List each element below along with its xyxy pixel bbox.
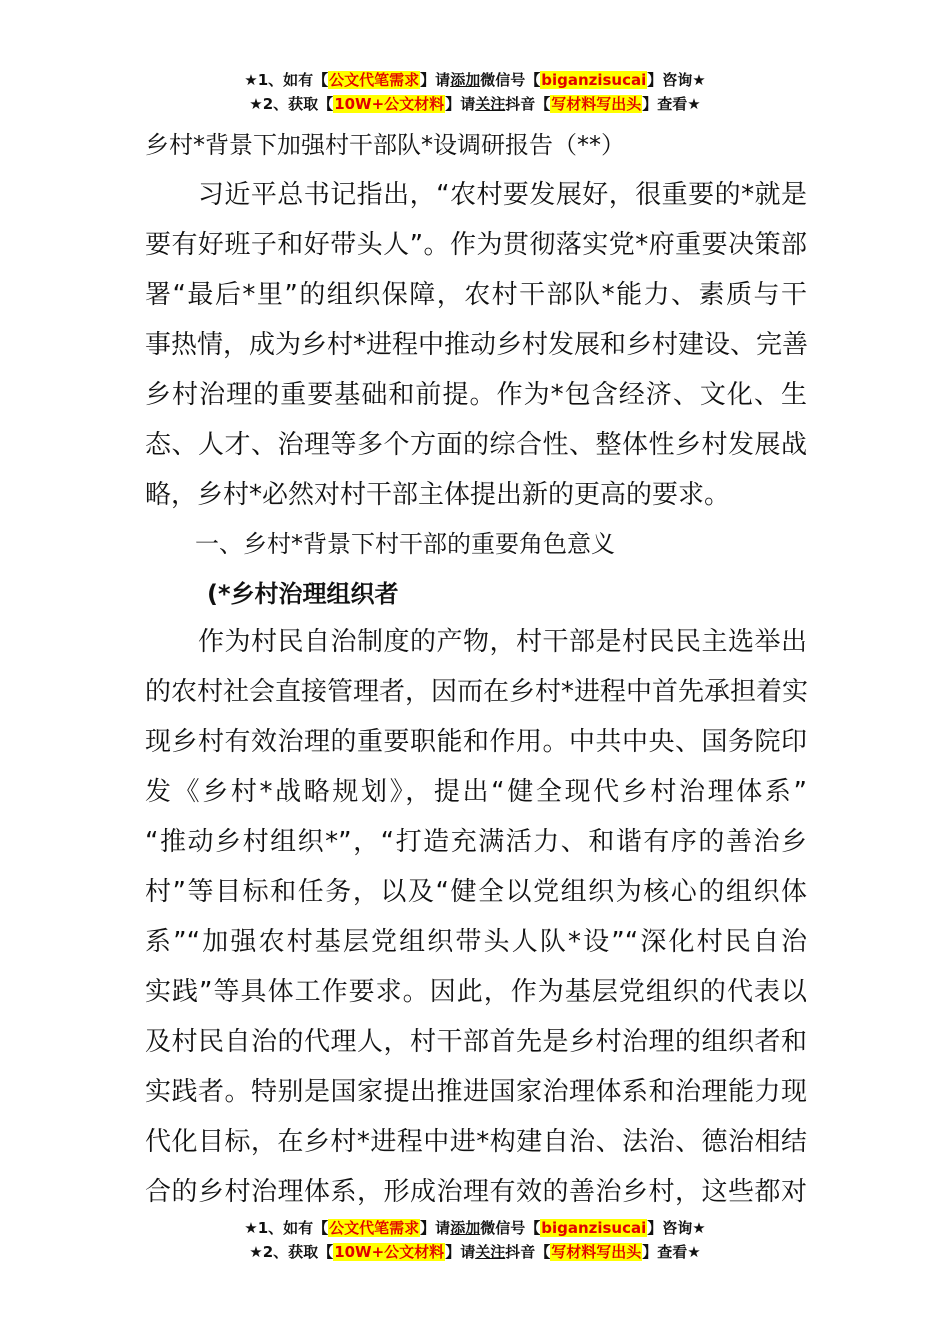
promo-text: 】请 (420, 71, 451, 89)
text-line: 署“最后*里”的组织保障，农村干部队*能力、素质与干 (145, 280, 807, 310)
promo-underlined-text: 关注 (475, 1243, 506, 1261)
promo-underlined-text: 添加 (450, 71, 481, 89)
promo-highlight: 公文代笔需求 (329, 1219, 420, 1237)
document-title: 乡村*背景下加强村干部队*设调研报告（**） (145, 131, 625, 159)
promo-text: 】咨询★ (647, 1219, 706, 1237)
bottom-promo-banner (0, 1216, 950, 1264)
promo-underlined-text: 添加 (450, 1219, 481, 1237)
text-line: “推动乡村组织*”，“打造充满活力、和谐有序的善治乡 (145, 827, 807, 857)
paragraph-intro (145, 170, 807, 520)
text-line: 事热情，成为乡村*进程中推动乡村发展和乡村建设、完善 (145, 330, 809, 360)
promo-highlight: 10W+公文材料 (334, 95, 445, 113)
promo-text: 】请 (445, 1243, 476, 1261)
promo-text: 】查看★ (642, 95, 701, 113)
promo-highlight: biganzisucai (541, 1219, 647, 1237)
section-heading: 一、乡村*背景下村干部的重要角色意义 (195, 530, 615, 558)
text-line: 的农村社会直接管理者，因而在乡村*进程中首先承担着实 (145, 677, 809, 707)
text-line: 发《乡村*战略规划》，提出“健全现代乡村治理体系” (145, 777, 807, 807)
text-line: 实践”等具体工作要求。因此，作为基层党组织的代表以 (145, 977, 807, 1007)
promo-text: ★1、如有【 (244, 1219, 329, 1237)
promo-text: 】咨询★ (647, 71, 706, 89)
promo-underlined-text: 关注 (475, 95, 506, 113)
promo-line-2 (0, 1240, 950, 1264)
promo-text: ★2、获取【 (249, 1243, 334, 1261)
text-line: 村”等目标和任务，以及“健全以党组织为核心的组织体 (145, 877, 807, 907)
text-line: 及村民自治的代理人，村干部首先是乡村治理的组织者和 (145, 1027, 807, 1057)
promo-text: 微信号【 (480, 1219, 541, 1237)
top-promo-banner (0, 68, 950, 116)
paragraph-body (145, 617, 807, 1217)
promo-text: 抖音【 (505, 1243, 551, 1261)
text-line: 略，乡村*必然对村干部主体提出新的更高的要求。 (145, 480, 731, 510)
promo-highlight: biganzisucai (541, 71, 647, 89)
promo-text: ★1、如有【 (244, 71, 329, 89)
promo-line-2 (0, 92, 950, 116)
promo-highlight: 写材料写出头 (551, 95, 642, 113)
promo-line-1 (0, 68, 950, 92)
text-line: 要有好班子和好带头人”。作为贯彻落实党*府重要决策部 (145, 230, 807, 260)
text-line: 现乡村有效治理的重要职能和作用。中共中央、国务院印 (145, 727, 807, 757)
subsection-heading: (*乡村治理组织者 (207, 580, 399, 608)
promo-text: 抖音【 (505, 95, 551, 113)
promo-text: 微信号【 (480, 71, 541, 89)
promo-highlight: 写材料写出头 (551, 1243, 642, 1261)
text-line: 实践者。特别是国家提出推进国家治理体系和治理能力现 (145, 1077, 807, 1107)
text-line: 习近平总书记指出，“农村要发展好，很重要的*就是 (145, 180, 807, 210)
promo-text: 】请 (445, 95, 476, 113)
text-line: 态、人才、治理等多个方面的综合性、整体性乡村发展战 (145, 430, 807, 460)
text-line: 作为村民自治制度的产物，村干部是村民民主选举出 (145, 627, 807, 657)
promo-text: 】查看★ (642, 1243, 701, 1261)
promo-line-1 (0, 1216, 950, 1240)
promo-highlight: 公文代笔需求 (329, 71, 420, 89)
text-line: 代化目标，在乡村*进程中进*构建自治、法治、德治相结 (145, 1127, 807, 1157)
promo-text: ★2、获取【 (249, 95, 334, 113)
text-line: 系”“加强农村基层党组织带头人队*设”“深化村民自治 (145, 927, 807, 957)
text-line: 合的乡村治理体系，形成治理有效的善治乡村，这些都对 (145, 1177, 807, 1207)
promo-text: 】请 (420, 1219, 451, 1237)
text-line: 乡村治理的重要基础和前提。作为*包含经济、文化、生 (145, 380, 807, 410)
promo-highlight: 10W+公文材料 (334, 1243, 445, 1261)
